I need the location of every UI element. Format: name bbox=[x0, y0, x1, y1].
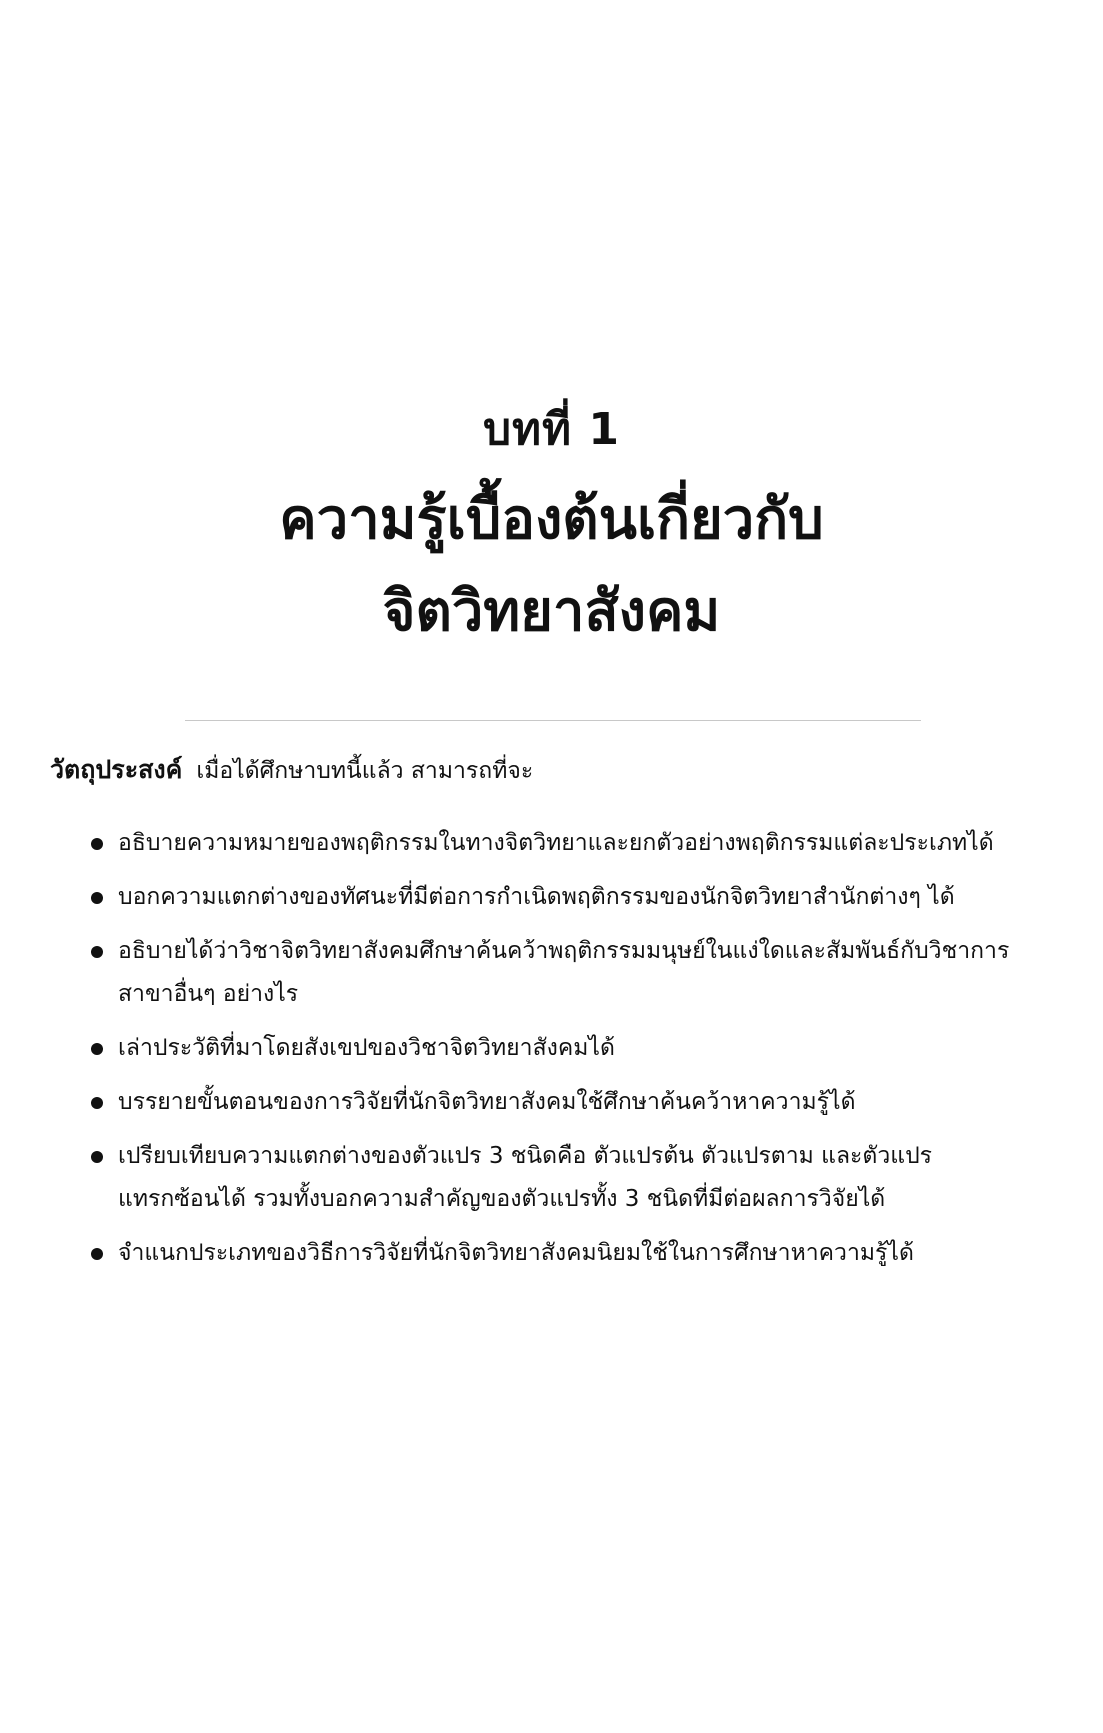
objective-item bbox=[88, 1081, 1028, 1124]
objective-text: บรรยายขั้นตอนของการวิจัยที่นักจิตวิทยาสังคมใช้ศึกษาค้นคว้าหาความรู้ได้ bbox=[118, 1089, 856, 1115]
chapter-title-line-1: ความรู้เบื้องต้นเกี่ยวกับ bbox=[279, 487, 824, 552]
objective-item bbox=[88, 1135, 1028, 1221]
bullet-icon bbox=[91, 1151, 103, 1163]
bullet-icon bbox=[91, 946, 103, 958]
objectives-label: วัตถุประสงค์ bbox=[50, 755, 183, 784]
chapter-title-line-2: จิตวิทยาสังคม bbox=[382, 579, 721, 644]
objectives-list bbox=[88, 822, 1028, 1286]
chapter-number: บทที่ 1 bbox=[483, 404, 620, 455]
objective-text: บอกความแตกต่างของทัศนะที่มีต่อการกำเนิดพฤติกรรมของนักจิตวิทยาสำนักต่างๆ ได้ bbox=[118, 884, 955, 910]
objective-text: เปรียบเทียบความแตกต่างของตัวแปร 3 ชนิดคือ ตัวแปรต้น ตัวแปรตาม และตัวแปรแทรกซ้อนได้ รวมทั้งบอกความสำคัญของตัวแปรทั้ง 3 ชนิดที่มีต่อผลการวิจัยได้ bbox=[118, 1143, 933, 1212]
objective-text: เล่าประวัติที่มาโดยสังเขปของวิชาจิตวิทยาสังคมได้ bbox=[118, 1035, 615, 1061]
objective-text: อธิบายได้ว่าวิชาจิตวิทยาสังคมศึกษาค้นคว้าพฤติกรรมมนุษย์ในแง่ใดและสัมพันธ์กับวิชาการสาขาอื่นๆ อย่างไร bbox=[118, 938, 1010, 1007]
objective-item bbox=[88, 1027, 1028, 1070]
objective-item bbox=[88, 1232, 1028, 1275]
bullet-icon bbox=[91, 1097, 103, 1109]
objective-text: จำแนกประเภทของวิธีการวิจัยที่นักจิตวิทยาสังคมนิยมใช้ในการศึกษาหาความรู้ได้ bbox=[118, 1240, 914, 1266]
section-divider bbox=[185, 720, 921, 721]
bullet-icon bbox=[91, 1043, 103, 1055]
objective-item bbox=[88, 876, 1028, 919]
objective-text: อธิบายความหมายของพฤติกรรมในทางจิตวิทยาและยกตัวอย่างพฤติกรรมแต่ละประเภทได้ bbox=[118, 830, 994, 856]
objectives-lead: เมื่อได้ศึกษาบทนี้แล้ว สามารถที่จะ bbox=[196, 758, 534, 784]
chapter-title bbox=[0, 474, 1103, 658]
bullet-icon bbox=[91, 1248, 103, 1260]
bullet-icon bbox=[91, 838, 103, 850]
objectives-intro bbox=[50, 752, 1050, 789]
objective-item bbox=[88, 930, 1028, 1016]
chapter-header bbox=[0, 400, 1103, 658]
bullet-icon bbox=[91, 892, 103, 904]
objective-item bbox=[88, 822, 1028, 865]
